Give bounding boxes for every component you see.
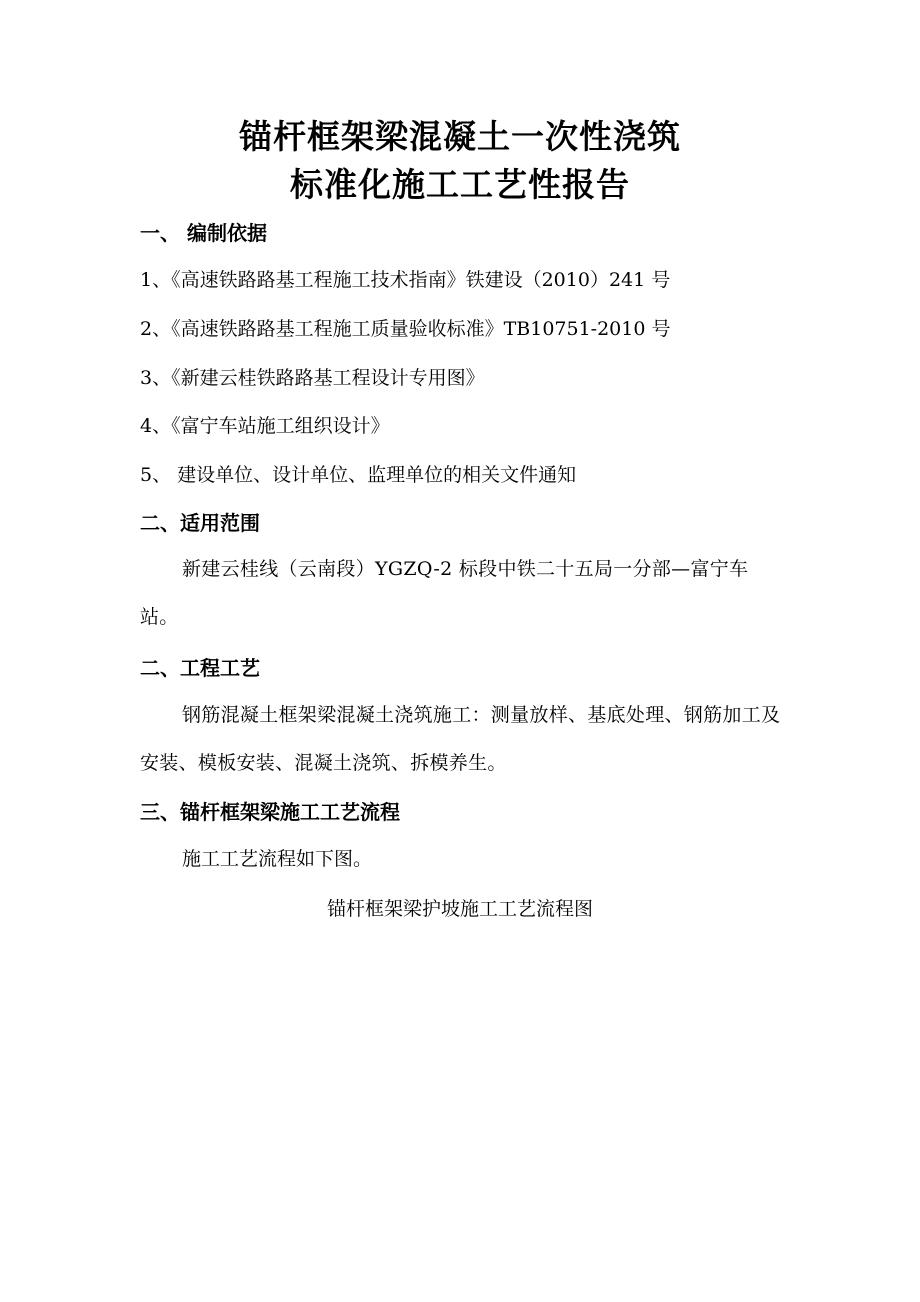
basis-item-3: 3、《新建云桂铁路路基工程设计专用图》: [140, 367, 485, 389]
section-heading-flow: 三、锚杆框架梁施工工艺流程: [140, 800, 400, 824]
section-heading-process: 二、工程工艺: [140, 656, 260, 680]
process-paragraph: 钢筋混凝土框架梁混凝土浇筑施工：测量放样、基底处理、钢筋加工及安装、模板安装、混凝土浇筑、拆模养生。: [140, 704, 781, 774]
basis-item-5: 5、 建设单位、设计单位、监理单位的相关文件通知: [140, 464, 577, 486]
basis-item-1: 1、《高速铁路路基工程施工技术指南》铁建设（2010）241 号: [140, 269, 671, 291]
section-heading-basis: 一、 编制依据: [140, 221, 267, 245]
figure-caption: 锚杆框架梁护坡施工工艺流程图: [326, 898, 593, 920]
document-title-line-1: 锚杆框架梁混凝土一次性浇筑: [239, 117, 681, 156]
section-heading-scope: 二、适用范围: [140, 511, 260, 535]
document-title-line-2: 标准化施工工艺性报告: [290, 165, 630, 204]
scope-paragraph: 新建云桂线（云南段）YGZQ-2 标段中铁二十五局一分部—富宁车站。: [140, 558, 749, 628]
flow-paragraph: 施工工艺流程如下图。: [182, 848, 373, 870]
basis-item-2: 2、《高速铁路路基工程施工质量验收标准》TB10751-2010 号: [140, 318, 671, 340]
basis-item-4: 4、《富宁车站施工组织设计》: [140, 415, 390, 437]
